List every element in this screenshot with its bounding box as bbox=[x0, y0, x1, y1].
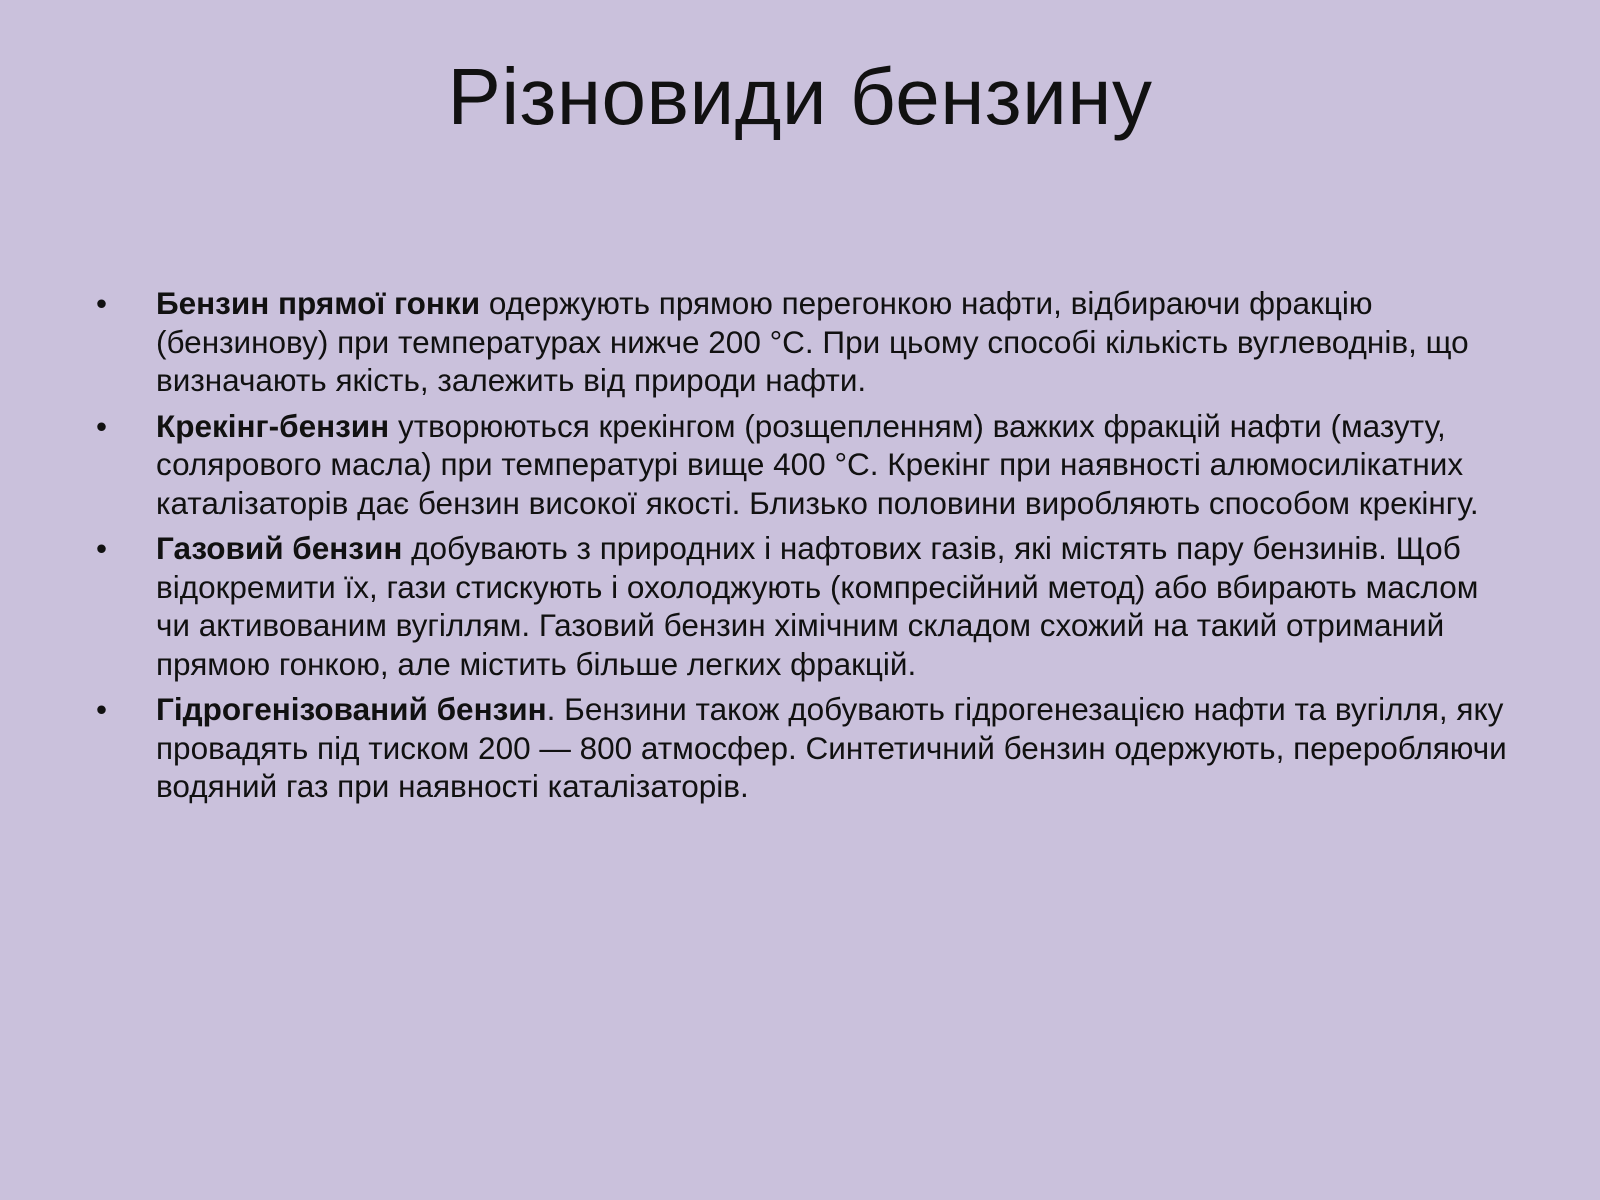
list-item bbox=[96, 284, 1516, 400]
bullet-term: Гідрогенізований бензин bbox=[156, 691, 547, 727]
list-item bbox=[96, 407, 1516, 523]
bullet-icon: • bbox=[96, 407, 108, 444]
list-item bbox=[96, 690, 1516, 806]
slide-title: Різновиди бензину bbox=[447, 52, 1153, 141]
bullet-term: Газовий бензин bbox=[156, 530, 403, 566]
bullet-term: Крекінг-бензин bbox=[156, 407, 390, 444]
bullet-text: добувають з природних і нафтових газів, які містять пару бензинів. Щоб відокремити їх, гази стискують і охолоджують (компресійний метод) або вбирають маслом чи активованим вугіллям. Газовий бензин хімічним складом схожий на такий отриманий прямою гонкою, але містить більше легких фракцій. bbox=[156, 530, 1479, 682]
bullet-text: утворюються крекінгом (розщепленням) важких фракцій нафти (мазуту, солярового масла) при температурі вище 400 °C. Крекінг при наявності алюмосилікатних каталізаторів дає бензин високої якості. Близько половини виробляють способом крекінгу. bbox=[156, 407, 1479, 521]
bullet-text: . Бензини також добувають гідрогенезацією нафти та вугілля, яку провадять під тиском 200 — 800 атмосфер. Синтетичний бензин одержують, переробляючи водяний газ при наявності каталізаторів. bbox=[156, 691, 1507, 804]
bullet-term: Бензин прямої гонки bbox=[156, 285, 481, 321]
list-item bbox=[96, 529, 1516, 683]
bullet-icon: • bbox=[96, 285, 108, 321]
bullet-text: одержують прямою перегонкою нафти, відбираючи фракцію (бензинову) при температурах нижче 200 °C. При цьому способі кількість вуглеводнів, що визначають якість, залежить від природи нафти. bbox=[156, 285, 1469, 398]
bullet-icon: • bbox=[96, 691, 108, 727]
bullet-list bbox=[96, 284, 1516, 813]
bullet-icon: • bbox=[96, 530, 108, 566]
